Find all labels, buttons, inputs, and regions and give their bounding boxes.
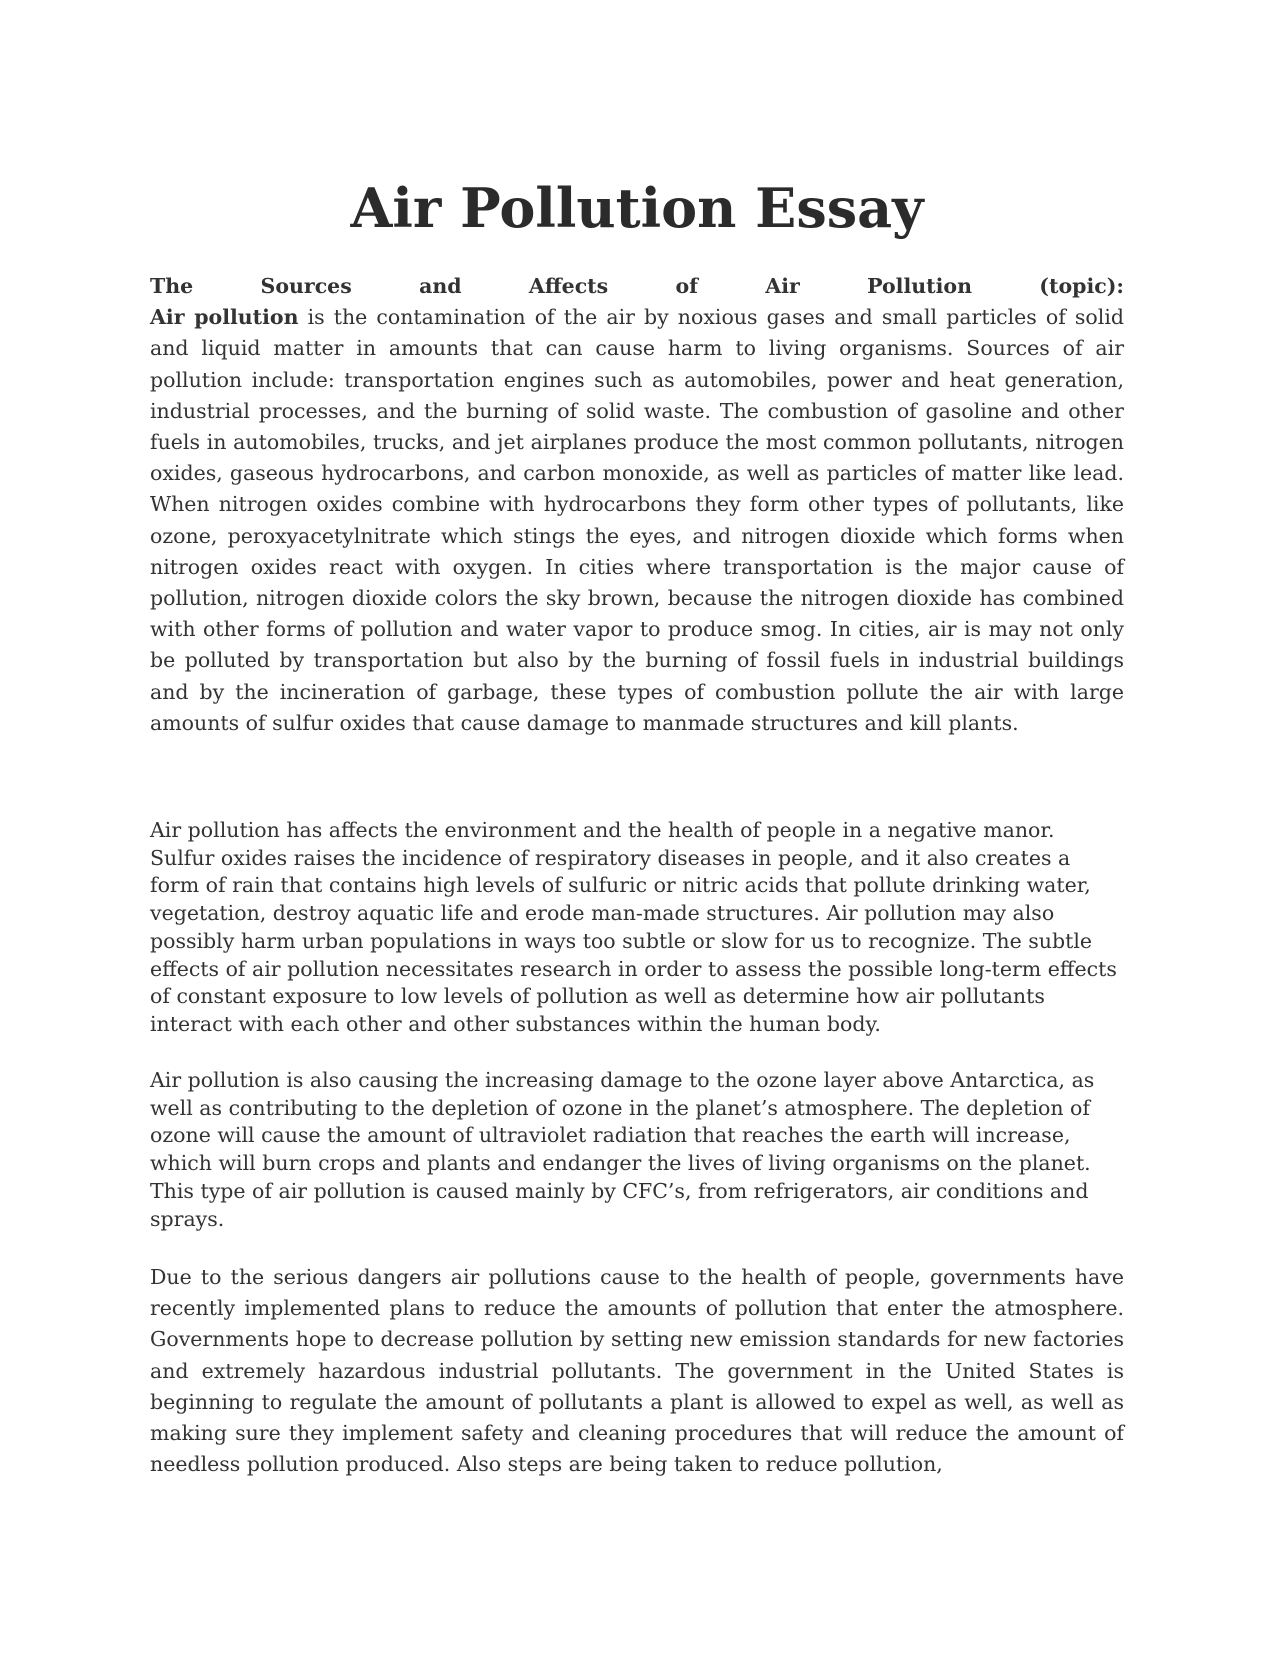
paragraph-ozone: Air pollution is also causing the increasing damage to the ozone layer above Antarctica, as well as contributing to the depletion of ozone in the planet’s atmosphere. The depletion of ozone will cause the amount of ultraviolet radiation that reaches the earth will increase, which will burn crops and plants and endanger the lives of living organisms on the planet. This type of air pollution is caused mainly by CFC’s, from refrigerators, air conditions and sprays. xyxy=(150,1068,1095,1231)
paragraph-effects: Air pollution has affects the environment and the health of people in a negative manor. Sulfur oxides raises the incidence of respiratory diseases in people, and it also creates a form of rain that contains high levels of sulfuric or nitric acids that pollute drinking water, vegetation, destroy aquatic life and erode man-made structures. Air pollution may also possibly harm urban populations in ways too subtle or slow for us to recognize. The subtle effects of air pollution necessitates research in order to assess the possible long-term effects of constant exposure to low levels of pollution as well as determine how air pollutants interact with each other and other substances within the human body. xyxy=(150,818,1117,1036)
lead-term: Air pollution xyxy=(150,305,299,330)
page-title: Air Pollution Essay xyxy=(350,176,924,240)
paragraph-sources xyxy=(150,271,1124,739)
paragraph-government: Due to the serious dangers air pollutions cause to the health of people, governments have recently implemented plans to reduce the amounts of pollution that enter the atmosphere. Governments hope to decrease pollution by setting new emission standards for new factories and extremely hazardous industrial pollutants. The government in the United States is beginning to regulate the amount of pollutants a plant is allowed to expel as well, as well as making sure they implement safety and cleaning procedures that will reduce the amount of needless pollution produced. Also steps are being taken to reduce pollution, xyxy=(150,1265,1124,1477)
topic-heading: The Sources and Affects of Air Pollution (topic): xyxy=(150,274,1124,298)
paragraph-sources-body: is the contamination of the air by noxious gases and small particles of solid and liquid matter in amounts that can cause harm to living organisms. Sources of air pollution include: transportation engines such as automobiles, power and heat generation, industrial processes, and the burning of solid waste. The combustion of gasoline and other fuels in automobiles, trucks, and jet airplanes produce the most common pollutants, nitrogen oxides, gaseous hydrocarbons, and carbon monoxide, as well as particles of matter like lead. When nitrogen oxides combine with hydrocarbons they form other types of pollutants, like ozone, peroxyacetylnitrate which stings the eyes, and nitrogen dioxide which forms when nitrogen oxides react with oxygen. In cities where transportation is the major cause of pollution, nitrogen dioxide colors the sky brown, because the nitrogen dioxide has combined with other forms of pollution and water vapor to produce smog. In cities, air is may not only be polluted by transportation but also by the burning of fossil fuels in industrial buildings and by the incineration of garbage, these types of combustion pollute the air with large amounts of sulfur oxides that cause damage to manmade structures and kill plants. xyxy=(150,305,1124,735)
